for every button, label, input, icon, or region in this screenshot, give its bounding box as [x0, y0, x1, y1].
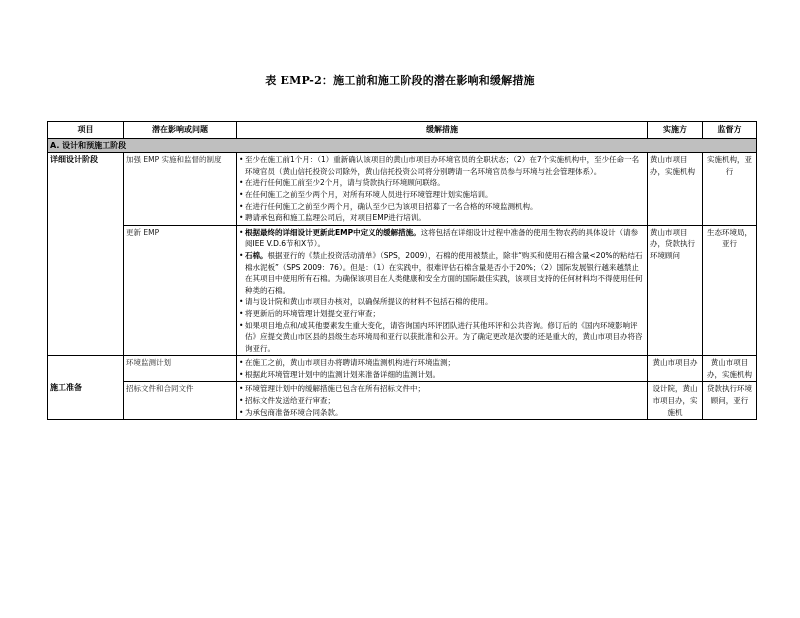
section-row [48, 138, 757, 153]
mitigation-cell [237, 356, 648, 382]
mitigation-text: 根据亚行的《禁止投资活动清单》（SPS，2009），石棉的使用被禁止，除非“购买和使用石棉含量<20%的粘结石棉水泥板”（SPS 2009：76）。但是：（1）在实践中，很难评估石棉含量是否小于20%；（2）国际发展银行越来越禁止在其项目中使用所有石棉。为确保该项目在人类健康和安全方面的国际最佳实践，该项目支持的任何材料均不得使用任何种类的石棉。 [245, 250, 643, 295]
section-a-label: A. 设计和预施工阶段 [48, 138, 757, 153]
mitigation-item: • 环境管理计划中的缓解措施已包含在所有招标文件中； [239, 383, 645, 395]
impact-cell: 环境监测计划 [124, 356, 237, 382]
table-row [48, 382, 757, 420]
mitigation-item: • 至少在施工前1个月：（1）重新确认该项目的黄山市项目办环境官员的全职状态；（2）在7个实施机构中，至少任命一名环境官员（黄山信托投资公司除外，黄山信托投资公司将分别聘请一名环境官员参与环境与社会管理体系）。 [239, 154, 645, 177]
table-title: 表 EMP-2：施工前和施工阶段的潜在影响和缓解措施 [265, 74, 535, 87]
mitigation-item: • 根据此环境管理计划中的监测计划来准备详细的监测计划。 [239, 369, 645, 381]
mitigation-item: • 如果项目地点和/或其他要素发生重大变化，请咨询国内环评团队进行其他环评和公共咨询。修订后的《国内环境影响评估》应提交黄山市区县的县级生态环境局和亚行以获批准和公开。为了确定更改是次要的还是重大的，黄山市项目办将咨询亚行。 [239, 320, 645, 355]
stage-design: 详细设计阶段 [48, 153, 124, 356]
implementer-cell: 黄山市项目办，贷款执行环境顾问 [648, 225, 703, 356]
table-row [48, 225, 757, 356]
supervisor-cell: 贷款执行环境顾问，亚行 [703, 382, 757, 420]
header-row [48, 122, 757, 139]
mitigation-lead: 根据最终的详细设计更新此EMP中定义的缓解措施。 [245, 227, 421, 237]
emp-table [47, 121, 757, 420]
mitigation-item: • 在任何施工之前至少两个月，对所有环境人员进行环境管理计划实施培训。 [239, 189, 645, 201]
mitigation-item: • 在进行任何施工前至少2个月，请与贷款执行环境顾问联络。 [239, 177, 645, 189]
header-impact: 潜在影响或问题 [124, 122, 237, 139]
mitigation-item: • 招标文件发送给亚行审查； [239, 395, 645, 407]
impact-cell: 更新 EMP [124, 225, 237, 356]
implementer-cell: 黄山市项目办 [648, 356, 703, 382]
stage-construction-prep: 施工准备 [48, 356, 124, 420]
header-implementer: 实施方 [648, 122, 703, 139]
header-item: 项目 [48, 122, 124, 139]
impact-cell: 招标文件和合同文件 [124, 382, 237, 420]
implementer-cell: 黄山市项目办，实施机构 [648, 153, 703, 226]
mitigation-lead: 石棉。 [245, 250, 268, 260]
mitigation-text: 这将包括在详细设计过程中准备的使用生物农药的具体设计（请参阅IEE V.D.6节和X节）。 [245, 227, 639, 249]
mitigation-cell [237, 153, 648, 226]
supervisor-cell: 实施机构，亚行 [703, 153, 757, 226]
table-row [48, 153, 757, 226]
mitigation-item: • 为承包商准备环境合同条款。 [239, 407, 645, 419]
mitigation-item [239, 227, 645, 250]
impact-cell: 加强 EMP 实施和监督的制度 [124, 153, 237, 226]
mitigation-item: • 在进行任何施工之前至少两个月，确认至少已为该项目招募了一名合格的环境监测机构。 [239, 201, 645, 213]
mitigation-item: • 在施工之前，黄山市项目办将聘请环境监测机构进行环境监测； [239, 357, 645, 369]
mitigation-cell [237, 382, 648, 420]
header-supervisor: 监督方 [703, 122, 757, 139]
mitigation-item: • 将更新后的环境管理计划提交亚行审查； [239, 308, 645, 320]
mitigation-cell [237, 225, 648, 356]
mitigation-item: • 聘请承包商和施工监理公司后，对项目EMP进行培训。 [239, 212, 645, 224]
supervisor-cell: 黄山市项目办，实施机构 [703, 356, 757, 382]
table-row [48, 356, 757, 382]
implementer-cell: 设计院，黄山市项目办，实施机 [648, 382, 703, 420]
supervisor-cell: 生态环境局，亚行 [703, 225, 757, 356]
header-mitigation: 缓解措施 [237, 122, 648, 139]
mitigation-item: • 请与设计院和黄山市项目办核对，以确保所提议的材料不包括石棉的使用。 [239, 296, 645, 308]
mitigation-item [239, 250, 645, 296]
